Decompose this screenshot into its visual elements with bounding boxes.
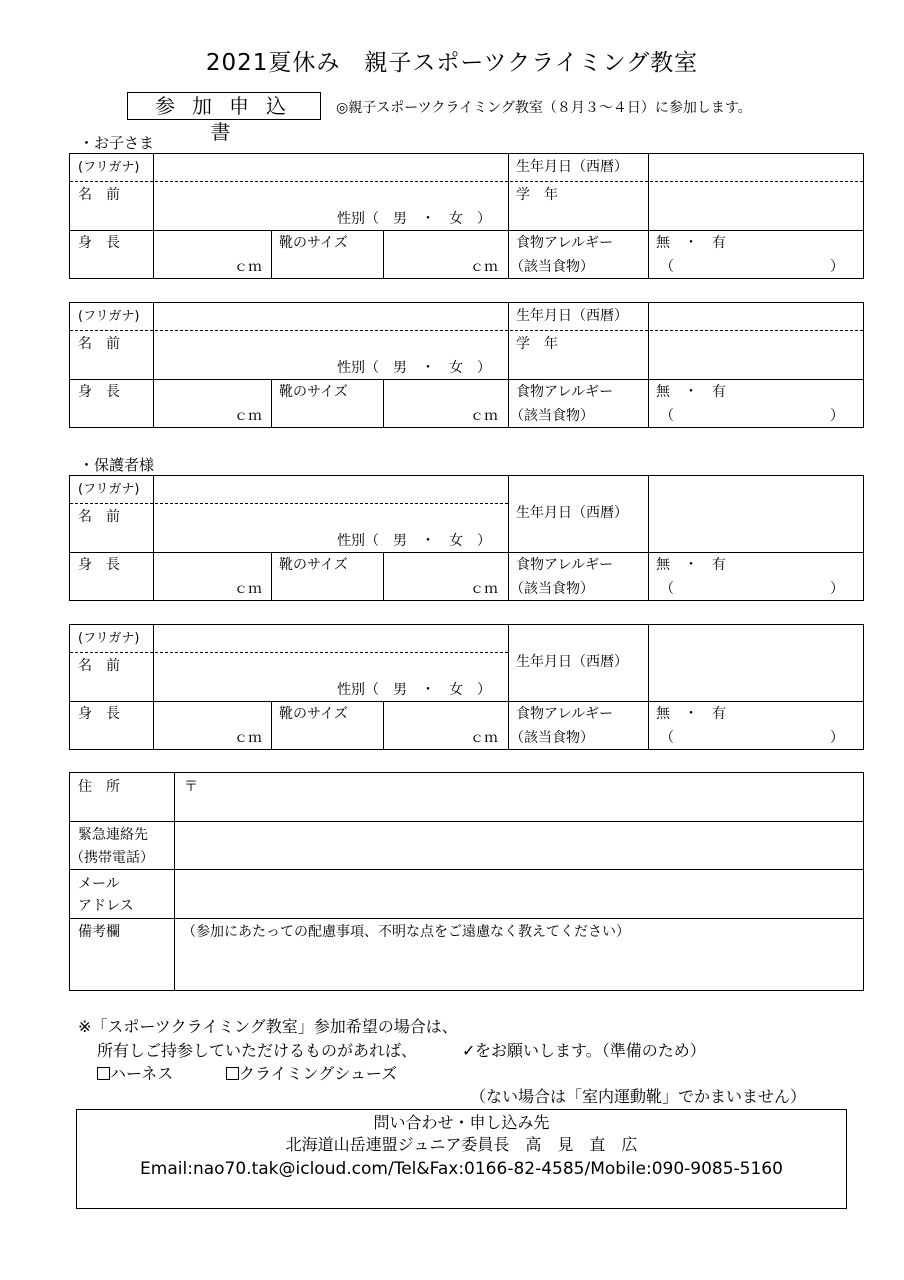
allergy-paren-open: （ <box>660 581 674 597</box>
furigana-label: (フリガナ) <box>78 631 140 646</box>
allergy-paren-close: ） <box>830 259 844 275</box>
child-form-1 <box>69 153 864 279</box>
allergy-label: 食物アレルギー <box>516 235 614 251</box>
shoe-size-unit: ｃｍ <box>470 408 498 424</box>
application-form-label: 参加申込書 <box>127 92 321 120</box>
gender-choice[interactable]: 性別（ 男 ・ 女 ） <box>337 533 491 549</box>
shoe-size-label: 靴のサイズ <box>279 235 348 251</box>
furigana-label: (フリガナ) <box>78 160 140 175</box>
mail-address-label: アドレス <box>78 898 134 914</box>
allergy-paren-close: ） <box>830 408 844 424</box>
allergy-food-label: （該当食物） <box>510 581 594 597</box>
gender-choice[interactable]: 性別（ 男 ・ 女 ） <box>337 211 491 227</box>
height-unit: ｃｍ <box>234 259 262 275</box>
guardian-section-heading: ・保護者様 <box>79 456 155 474</box>
harness-checkbox[interactable] <box>97 1067 110 1080</box>
height-label: 身 長 <box>78 706 120 722</box>
allergy-paren-close: ） <box>830 730 844 746</box>
inquiry-person: 北海道山岳連盟ジュニア委員長 高 見 直 広 <box>285 1135 638 1154</box>
name-label: 名 前 <box>78 336 120 352</box>
harness-option[interactable] <box>97 1066 173 1082</box>
height-unit: ｃｍ <box>234 581 262 597</box>
name-label: 名 前 <box>78 658 120 674</box>
shoes-label: クライミングシューズ <box>239 1064 398 1083</box>
height-label: 身 長 <box>78 235 120 251</box>
shoe-size-unit: ｃｍ <box>470 581 498 597</box>
child-section-heading: ・お子さま <box>79 134 155 152</box>
height-label: 身 長 <box>78 384 120 400</box>
allergy-paren-open: （ <box>660 730 674 746</box>
postal-mark: 〒 <box>184 779 198 795</box>
inquiry-box <box>76 1109 847 1209</box>
shoe-size-label: 靴のサイズ <box>279 557 348 573</box>
furigana-label: (フリガナ) <box>78 482 140 497</box>
shoe-size-label: 靴のサイズ <box>279 706 348 722</box>
grade-label: 学 年 <box>516 336 558 352</box>
allergy-food-label: （該当食物） <box>510 730 594 746</box>
child-form-2 <box>69 302 864 428</box>
allergy-choice[interactable]: 無 ・ 有 <box>656 706 726 722</box>
remarks-label: 備考欄 <box>78 924 120 940</box>
remarks-hint: （参加にあたっての配慮事項、不明な点をご遠慮なく教えてください） <box>182 924 630 940</box>
allergy-food-label: （該当食物） <box>510 408 594 424</box>
emergency-contact-label: 緊急連絡先 <box>78 827 148 843</box>
contact-info-table <box>69 772 864 991</box>
harness-label: ハーネス <box>110 1064 174 1083</box>
notes-line-2a: 所有しご持参していただけるものがあれば、 <box>97 1041 418 1060</box>
inquiry-contact: Email:nao70.tak@icloud.com/Tel&Fax:0166-82-4585/Mobile:090-9085-5160 <box>140 1159 783 1179</box>
guardian-form-1 <box>69 475 864 601</box>
allergy-paren-close: ） <box>830 581 844 597</box>
allergy-choice[interactable]: 無 ・ 有 <box>656 384 726 400</box>
shoe-size-unit: ｃｍ <box>470 259 498 275</box>
allergy-label: 食物アレルギー <box>516 706 614 722</box>
page-title: 2021夏休み 親子スポーツクライミング教室 <box>205 50 699 76</box>
shoe-size-unit: ｃｍ <box>470 730 498 746</box>
allergy-paren-open: （ <box>660 408 674 424</box>
height-label: 身 長 <box>78 557 120 573</box>
inquiry-title: 問い合わせ・申し込み先 <box>373 1113 550 1132</box>
application-note: ◎親子スポーツクライミング教室（８月３～４日）に参加します。 <box>336 100 752 116</box>
grade-label: 学 年 <box>516 187 558 203</box>
shoes-checkbox[interactable] <box>226 1067 239 1080</box>
birthdate-label: 生年月日（西暦） <box>516 654 628 670</box>
allergy-choice[interactable]: 無 ・ 有 <box>656 235 726 251</box>
allergy-label: 食物アレルギー <box>516 557 614 573</box>
height-unit: ｃｍ <box>234 730 262 746</box>
birthdate-label: 生年月日（西暦） <box>516 308 628 324</box>
notes-line-4: （ない場合は「室内運動靴」でかまいません） <box>470 1087 807 1106</box>
furigana-label: (フリガナ) <box>78 309 140 324</box>
notes-line-1: ※「スポーツクライミング教室」参加希望の場合は、 <box>78 1017 458 1036</box>
name-label: 名 前 <box>78 509 120 525</box>
allergy-paren-open: （ <box>660 259 674 275</box>
mail-label: メール <box>78 876 120 892</box>
notes-line-2b: をお願いします。（準備のため） <box>475 1041 706 1060</box>
birthdate-label: 生年月日（西暦） <box>516 505 628 521</box>
gender-choice[interactable]: 性別（ 男 ・ 女 ） <box>337 360 491 376</box>
check-mark-icon: ✓ <box>462 1041 476 1060</box>
allergy-food-label: （該当食物） <box>510 259 594 275</box>
shoe-size-label: 靴のサイズ <box>279 384 348 400</box>
allergy-label: 食物アレルギー <box>516 384 614 400</box>
mobile-label: （携帯電話） <box>70 850 154 866</box>
shoes-option[interactable] <box>226 1066 397 1082</box>
birthdate-label: 生年月日（西暦） <box>516 159 628 175</box>
guardian-form-2 <box>69 624 864 750</box>
allergy-choice[interactable]: 無 ・ 有 <box>656 557 726 573</box>
gender-choice[interactable]: 性別（ 男 ・ 女 ） <box>337 682 491 698</box>
name-label: 名 前 <box>78 187 120 203</box>
address-label: 住 所 <box>78 779 120 795</box>
height-unit: ｃｍ <box>234 408 262 424</box>
